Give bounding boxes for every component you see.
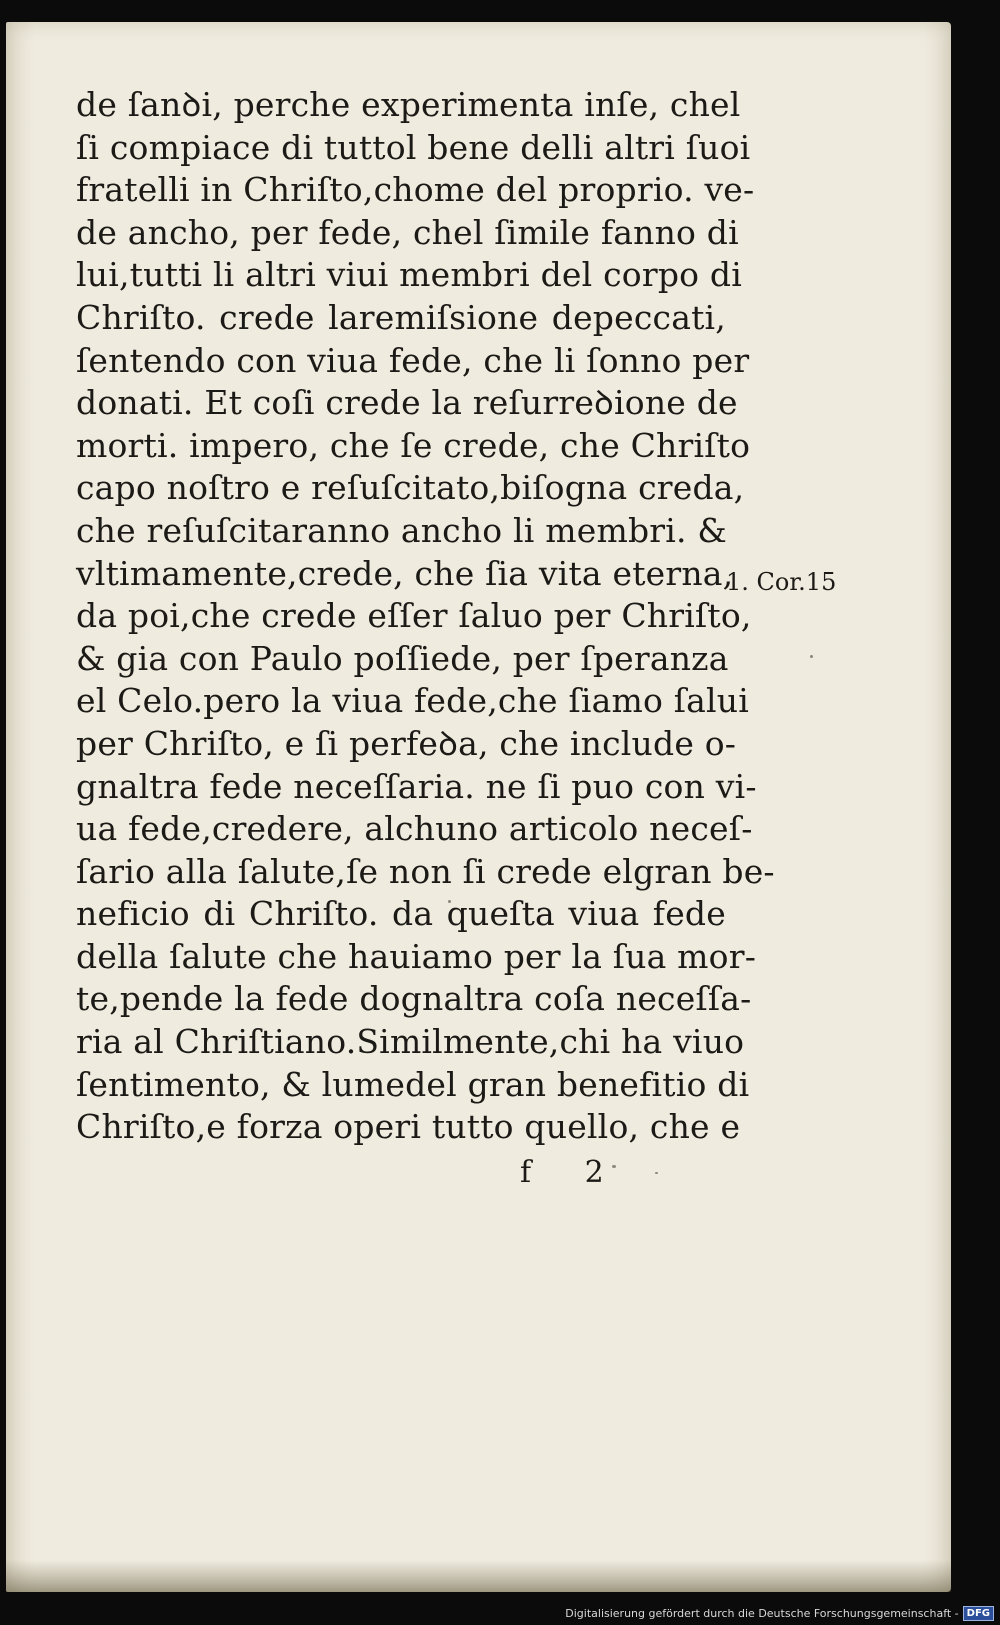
text-line-7: ſentendo con viua fede, che li ſonno per xyxy=(76,340,750,380)
text-line-25: Chriſto,e forza operi tutto quello, che e xyxy=(76,1107,741,1147)
text-line-20: neficio di Chriſto. da queſta viua fede xyxy=(76,894,726,934)
text-line-23: ria al Chriſtiano.Similmente,chi ha viuo xyxy=(76,1022,745,1062)
text-line-13: da poi,che crede eſſer ſaluo per Chriſto, xyxy=(76,596,752,636)
text-line-8: donati. Et coſi crede la reſurreꝺione de xyxy=(76,383,738,423)
text-line-18: ua fede,credere, alchuno articolo neceſ- xyxy=(76,809,753,849)
text-line-11: che reſuſcitaranno ancho li membri. & xyxy=(76,510,727,550)
digitization-footer xyxy=(565,1603,994,1623)
text-line-12: vltimamente,crede, che ſia vita eterna, xyxy=(76,553,734,593)
text-line-4: de ancho, per fede, chel ſimile fanno di xyxy=(76,212,739,252)
paper-speck xyxy=(810,655,813,658)
text-line-16: per Chriſto, e ſi perfeꝺa, che include o- xyxy=(76,723,737,763)
paper-speck xyxy=(655,1172,658,1174)
text-line-21: della ſalute che hauiamo per la ſua mor- xyxy=(76,936,757,976)
body-text xyxy=(76,84,775,1149)
text-line-2: ſi compiace di tuttol bene delli altri ſuoi xyxy=(76,127,751,167)
text-line-22: te,pende la fede dognaltra coſa neceſſa- xyxy=(76,979,752,1019)
dfg-logo: DFG xyxy=(963,1606,994,1621)
text-line-15: el Celo.pero la viua fede,che ſiamo ſalui xyxy=(76,681,749,721)
footer-credit: Digitalisierung gefördert durch die Deutsche Forschungsgemeinschaft - xyxy=(565,1606,959,1620)
text-line-17: gnaltra fede neceſſaria. ne ſi puo con vi- xyxy=(76,766,757,806)
text-line-9: morti. impero, che ſe crede, che Chriſto xyxy=(76,425,751,465)
marginal-note: 1. Cor.15 xyxy=(726,568,837,596)
text-line-3: fratelli in Chriſto,chome del proprio. ve- xyxy=(76,170,755,210)
text-line-1: de ſanꝺi, perche experimenta inſe, chel xyxy=(76,85,741,124)
text-line-6: Chriſto. crede laremiſsione depeccati, xyxy=(76,297,726,337)
text-line-10: capo noſtro e reſuſcitato,biſogna creda, xyxy=(76,468,745,508)
text-line-14: & gia con Paulo poſſiede, per ſperanza xyxy=(76,638,729,678)
text-line-24: ſentimento, & lumedel gran benefitio di xyxy=(76,1064,750,1104)
text-line-19: ſario alla ſalute,ſe non ſi crede elgran be- xyxy=(76,851,775,891)
text-line-5: lui,tutti li altri viui membri del corpo di xyxy=(76,255,742,295)
signature-mark: f 2 xyxy=(520,1155,626,1190)
